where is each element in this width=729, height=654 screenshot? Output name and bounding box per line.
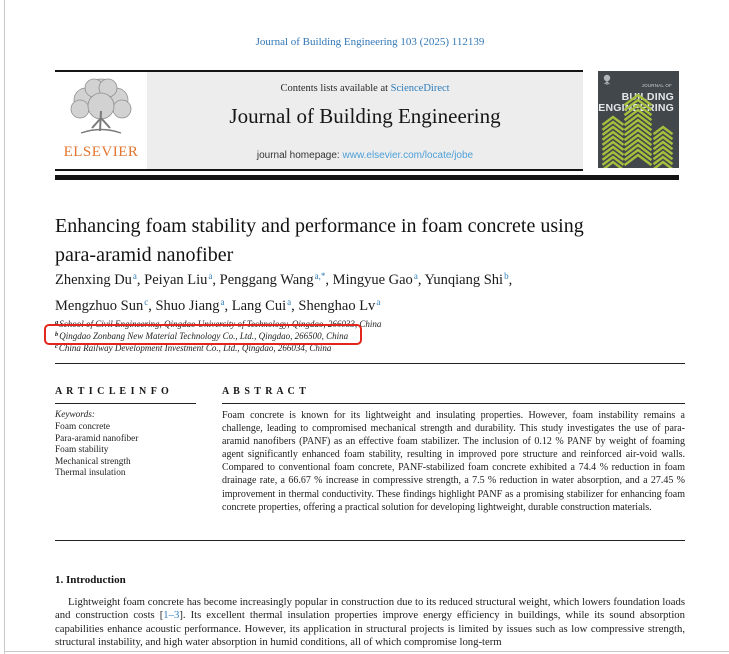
masthead-center	[147, 72, 583, 169]
abstract-underline	[222, 403, 685, 404]
article-title-line2: para-aramid nanofiber	[55, 244, 234, 266]
affil-sup: b	[55, 330, 59, 338]
affiliation-c: $^c$China Railway Development Investment Co., Ltd., Qingdao, 266034, China	[55, 342, 332, 353]
keyword-item: Foam concrete	[55, 422, 110, 432]
article-title-line1: Enhancing foam stability and performance in foam concrete using	[55, 215, 584, 237]
intro-text-before-citation: Lightweight foam concrete has become increasingly popular in construction due to its reduced structural weight, which lowers foundation loads and construction costs [	[55, 596, 685, 622]
affiliation-highlight-box	[44, 324, 362, 345]
masthead-journal-title: Journal of Building Engineering	[229, 104, 501, 128]
cover-engineering: ENGINEERING	[598, 102, 674, 114]
author: Shuo Jiang$^a$,	[155, 296, 232, 314]
homepage-prefix: journal homepage:	[256, 150, 343, 161]
journal-masthead	[55, 70, 583, 171]
sciencedirect-link[interactable]: ScienceDirect	[390, 83, 450, 94]
elsevier-wordmark: ELSEVIER	[63, 144, 139, 160]
keywords-list	[55, 422, 138, 480]
affil-sup: c	[55, 342, 58, 350]
author-affil-sup: a	[413, 271, 418, 281]
keyword-item: Thermal insulation	[55, 468, 126, 479]
keyword-item: Para-aramid nanofiber	[55, 433, 139, 444]
author: Penggang Wang$^{a,*}$,	[219, 271, 333, 288]
divider-affiliations	[55, 363, 685, 364]
page-edge-bottom	[4, 651, 729, 652]
author-affil-sup: a,*	[314, 271, 326, 281]
author-affil-sup: a	[132, 271, 137, 281]
contents-prefix: Contents lists available at	[280, 83, 391, 94]
keywords-label: Keywords:	[55, 410, 95, 420]
author: Mingyue Gao$^a$,	[332, 271, 425, 288]
author: Zhenxing Du$^a$,	[55, 271, 145, 288]
divider-abstract-bottom	[55, 540, 685, 541]
journal-cover-thumbnail	[598, 71, 679, 168]
author-affil-sup: a	[376, 296, 381, 307]
homepage-url-link[interactable]: www.elsevier.com/locate/jobe	[342, 150, 474, 161]
cover-trees-graphic	[598, 71, 679, 168]
author-affil-sup: b	[504, 271, 509, 281]
cover-building: BUILDING	[621, 91, 674, 103]
cover-journal-of: JOURNAL OF	[641, 83, 672, 88]
keyword-item: Foam stability	[55, 445, 109, 456]
author-affil-sup: a	[287, 296, 292, 307]
author-list	[55, 266, 645, 317]
affiliation-b: $^b$Qingdao Zonbang New Material Technology Co., Ltd., Qingdao, 266500, China	[55, 330, 349, 341]
author: Lang Cui$^a$,	[231, 296, 299, 314]
author-affil-sup: a	[220, 296, 225, 307]
elsevier-logo-area	[55, 72, 147, 169]
affil-sup: a	[55, 319, 59, 326]
introduction-heading: 1. Introduction	[55, 574, 126, 586]
elsevier-tree-icon	[61, 77, 141, 143]
journal-citation: Journal of Building Engineering 103 (2025) 112139	[255, 36, 485, 48]
author: Yunqiang Shi$^b$,	[424, 271, 513, 288]
author: Mengzhuo Sun$^c$,	[55, 296, 156, 314]
affiliation-a: $^a$School of Civil Engineering, Qingdao University of Technology, Qingdao, 266033, China	[55, 319, 382, 329]
article-title	[55, 212, 620, 270]
contents-line	[147, 83, 583, 94]
author: Shenghao Lv$^a$	[298, 296, 381, 314]
page-edge-left	[4, 0, 5, 654]
author-affil-sup: c	[144, 296, 149, 307]
homepage-line	[147, 150, 583, 161]
article-info-heading: A R T I C L E I N F O	[55, 386, 170, 397]
intro-text-after-citation: ]. Its excellent thermal insulation properties improve energy efficiency in buildings, while its sound absorption capabilities enhance acoustic performance. However, its application in structural projects is limited by issues such as low compressive strength, structural instability, and high water absorption in humid conditions, all of which compromise long-term	[55, 609, 685, 649]
masthead-bottom-bar	[55, 175, 679, 180]
article-info-underline	[55, 403, 196, 404]
author-affil-sup: a	[208, 271, 213, 281]
abstract-heading: A B S T R A C T	[222, 386, 307, 397]
reference-citation-link[interactable]: 1–3	[163, 609, 180, 622]
introduction-paragraph	[55, 596, 685, 650]
keyword-item: Mechanical strength	[55, 456, 131, 467]
author: Peiyan Liu$^a$,	[144, 271, 220, 288]
abstract-text: Foam concrete is known for its lightweight and insulating properties. However, foam instability remains a challenge, leading to compromised mechanical strength and durability. This study investigates the use of para-aramid nanofibers (PANF) as an effective foam stabilizer. The inclusion of 0.12 % PANF by weight of foaming agent significantly enhanced foam stability, resulting in improved pore structure and reinforced air-void walls. Compared to conventional foam concrete, PANF-stabilized foam concrete exhibited a 74.4 % reduction in foam drainage rate, a 66.67 % increase in compressive strength, a 7.5 % reduction in water absorption, and a 27.45 % improvement in thermal conductivity. These findings highlight PANF as a promising stabilizer for enhancing foam concrete properties, offering a practical solution for developing lightweight, durable construction materials.	[222, 410, 685, 513]
